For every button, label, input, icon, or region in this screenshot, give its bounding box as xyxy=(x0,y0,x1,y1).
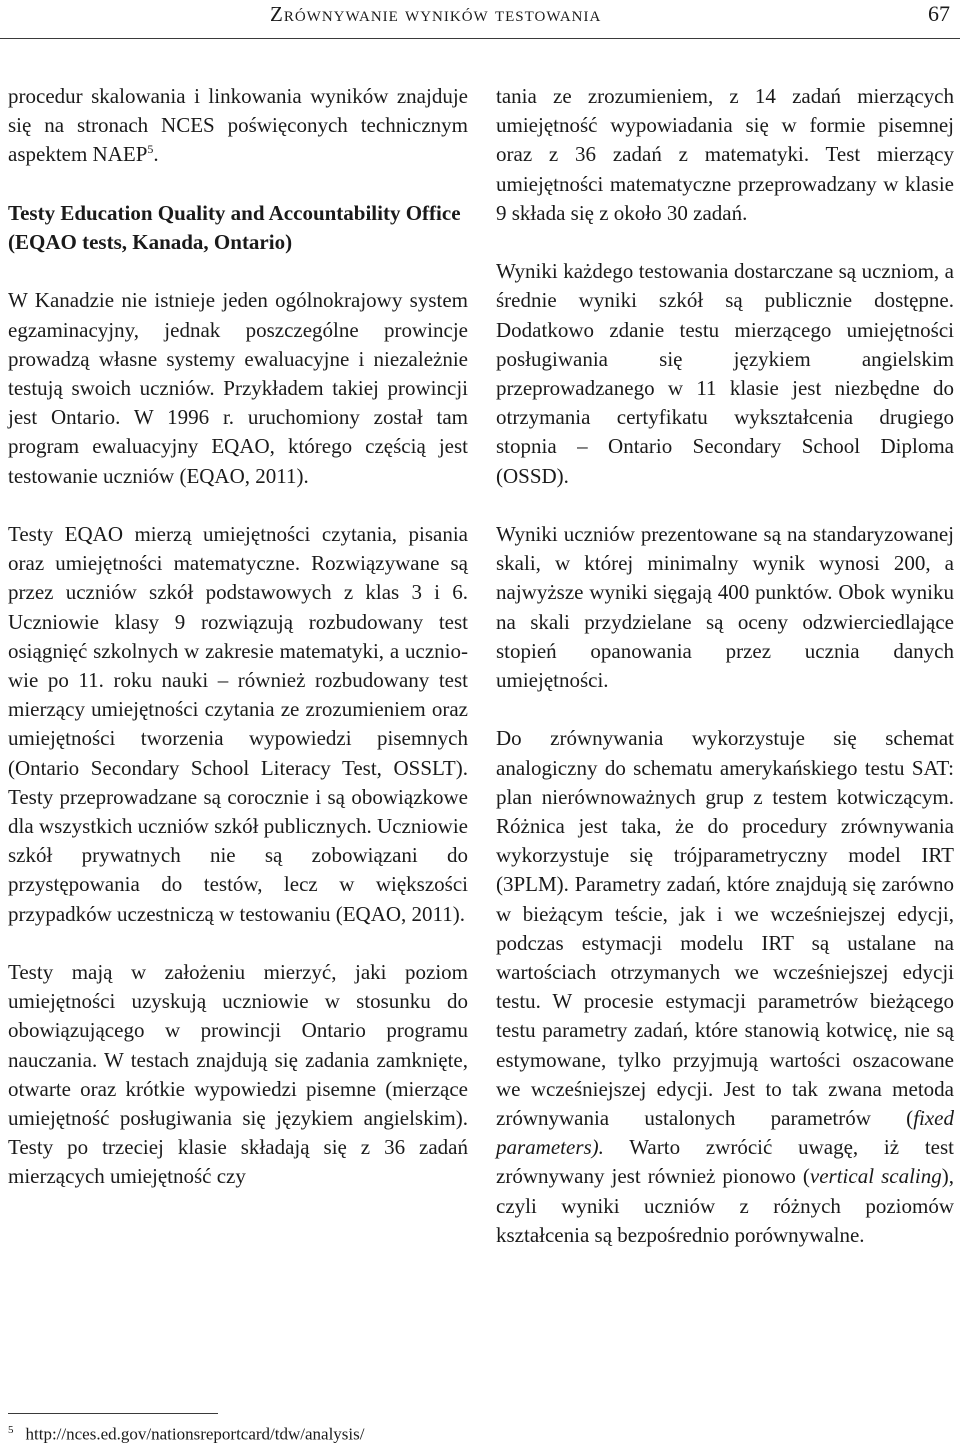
term-vertical-scaling: vertical scaling xyxy=(809,1164,942,1189)
paragraph-scale: Wyniki uczniów prezentowane są na standaryzowanej skali, w której minimalny wynik wynosi 200, a najwyższe wyniki sięgają 400 punktów. Obok wyniku na skali przydzielane są oceny odzwierciedlające stopień opanowania przez ucznia danych umiejętności. xyxy=(496,522,954,693)
header-rule xyxy=(0,38,960,39)
footnote-url[interactable]: http://nces.ed.gov/nationsreportcard/tdw/analysis/ xyxy=(25,1424,365,1444)
paragraph-test-goals: Testy mają w założeniu mierzyć, jaki poziom umiejętności uzyskują uczniowie w stosunku do obowiązującego w prowincji Ontario programu nauczania. W testach znajdują się zadania zamknięte, otwarte oraz krótkie wypowiedzi pisemne (mierzące umiejętność posługiwania się językiem angielskim). Testy po trzeciej klasie składają się z 36 zadań mierzących umiejętność czy xyxy=(8,960,468,1189)
paragraph-nces-text: procedur skalowania i linkowania wyników znajduje się na stronach NCES poświęconych technicznym aspektem NAEP xyxy=(8,84,468,167)
paragraph-nces-end: . xyxy=(153,142,159,167)
right-column xyxy=(496,82,954,1279)
paragraph-equating-part-a: Do zrównywania wykorzystuje się schemat analogiczny do schematu amerykańskiego testu SAT: plan nierównoważnych grup z testem kotwiczącym. Różnica jest taka, że do procedury zrównywania wykorzystuje się trójparametryczny model IRT (3PLM). Parametry zadań, które znajdują się zarówno w bieżącym teście, jak i we wcześniejszej edycji, podczas estymacji modelu IRT są ustalane na wartościach otrzymanych we wcześniejszej edycji testu. W procesie estymacji parametrów bieżącego testu parametry zadań, które stanowią kotwicę, nie są estymowane, tylko przyjmują wartości oszacowane we wcześniejszej edycji. Jest to tak zwana metoda zrównywania ustalonych parametrów ( xyxy=(496,726,954,1131)
footnote-marker: 5 xyxy=(8,1424,14,1436)
section-heading-eqao: Testy Education Quality and Accountability Office (EQAO tests, Kanada, Ontario) xyxy=(8,200,461,254)
paragraph-equating-part-b: Warto zwrócić uwagę, iż test zrównywany jest również pionowo ( xyxy=(496,1135,954,1189)
paragraph-nces xyxy=(8,82,468,170)
left-column xyxy=(8,82,468,1221)
footnote-rule xyxy=(8,1413,218,1414)
footnote-reference: 5 xyxy=(147,142,154,157)
paragraph-eqao-tests: Testy EQAO mierzą umiejętności czytania, pisania oraz umiejętności matematyczne. Rozwiązywane są przez uczniów szkół podstawowych z klas 3 i 6. Uczniowie klasy 9 rozwiązują rozbudowany test osiągnięć szkolnych w zakresie matematyki, a uczniowie po 11. roku nauki – również rozbudowany test mierzący umiejętności czytania ze zrozumieniem oraz umiejętności tworzenia wypowiedzi pisemnych (Ontario Secondary School Literacy Test, OSSLT). Testy przeprowadzane są corocznie i są obowiązkowe dla wszystkich uczniów szkół publicznych. Uczniowie szkół prywatnych nie są zobowiązani do przystępowania do testów, lecz w większości przypadków uczestniczą w testowaniu (EQAO, 2011). xyxy=(8,522,468,926)
running-header-title: Zrównywanie wyników testowania xyxy=(270,2,602,26)
paragraph-results: Wyniki każdego testowania dostarczane są uczniom, a średnie wyniki szkół są publicznie dostępne. Dodatkowo zdanie testu mierzącego umiejętności posługiwania się językiem angielskim przeprowadzanego w 11 klasie jest niezbędne do otrzymania certyfikatu wykształcenia drugiego stopnia – Ontario Secondary School Diploma (OSSD). xyxy=(496,259,954,488)
term-fixed-parameters: fixed parameters). xyxy=(496,1106,954,1160)
paragraph-test-content: tania ze zrozumieniem, z 14 zadań mierzących umiejętność wypowiadania się w formie pisemnej oraz z 36 zadań z matematyki. Test mierzący umiejętności matematyczne przeprowadzany w klasie 9 składa się z około 30 zadań. xyxy=(496,84,954,225)
paragraph-canada: W Kanadzie nie istnieje jeden ogólnokrajowy system egzaminacyjny, jednak poszczególne prowincje prowadzą własne systemy ewaluacyjne i niezależnie testują swoich uczniów. Przykładem takiej prowincji jest Ontario. W 1996 r. uruchomiony został tam program ewaluacyjny EQAO, którego częścią jest testowanie uczniów (EQAO, 2011). xyxy=(8,288,468,488)
page-number: 67 xyxy=(928,1,950,26)
footnote xyxy=(8,1418,364,1447)
paragraph-equating xyxy=(496,724,954,1250)
paragraph-equating-part-c: ), czyli wyniki uczniów z różnych poziomów kształcenia są bezpośrednio porównywalne. xyxy=(496,1164,954,1247)
